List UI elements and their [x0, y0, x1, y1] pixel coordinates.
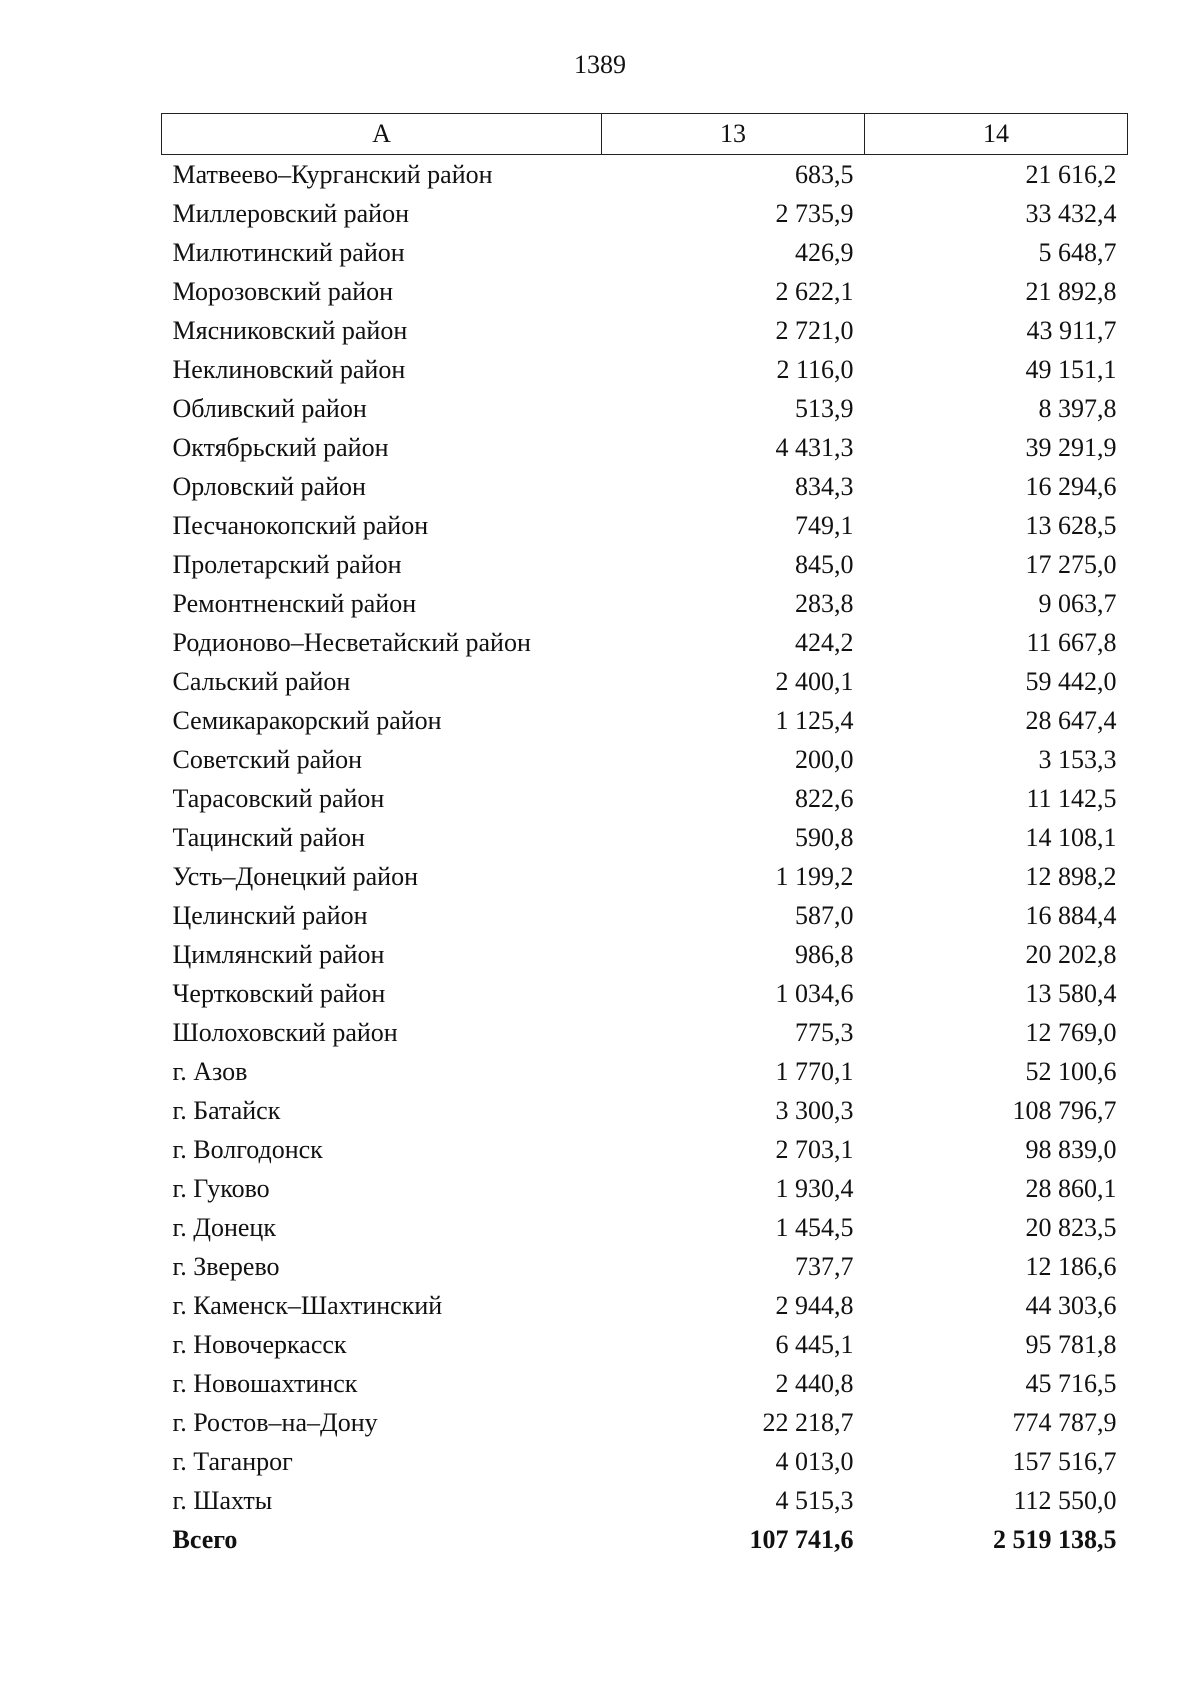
table-row — [162, 896, 1128, 935]
row-label: г. Донецк — [172, 1213, 276, 1242]
table-row — [162, 1091, 1128, 1130]
value-col-13: 2 944,8 — [775, 1291, 854, 1320]
value-col-14: 17 275,0 — [1025, 550, 1117, 579]
value-col-13: 590,8 — [795, 823, 854, 852]
value-col-14: 43 911,7 — [1026, 316, 1117, 345]
row-label: Мясниковский район — [172, 316, 408, 345]
value-col-13: 2 721,0 — [775, 316, 854, 345]
table-row — [162, 1481, 1128, 1520]
total-row — [162, 1520, 1128, 1559]
value-col-14: 2 519 138,5 — [993, 1525, 1117, 1554]
row-label: г. Таганрог — [172, 1447, 293, 1476]
value-col-14: 157 516,7 — [1012, 1447, 1117, 1476]
value-col-13: 2 735,9 — [775, 199, 854, 228]
row-label: Всего — [172, 1525, 238, 1554]
row-label: г. Азов — [172, 1057, 248, 1086]
value-col-13: 683,5 — [795, 160, 854, 189]
value-col-13: 834,3 — [795, 472, 854, 501]
value-col-14: 11 142,5 — [1026, 784, 1117, 813]
table-row — [162, 506, 1128, 545]
row-label: Тарасовский район — [172, 784, 385, 813]
value-col-14: 21 616,2 — [1025, 160, 1117, 189]
table-row — [162, 467, 1128, 506]
table-row — [162, 1403, 1128, 1442]
value-col-14: 3 153,3 — [1038, 745, 1117, 774]
value-col-14: 21 892,8 — [1025, 277, 1117, 306]
value-col-13: 513,9 — [795, 394, 854, 423]
row-label: г. Ростов–на–Дону — [172, 1408, 378, 1437]
value-col-14: 5 648,7 — [1038, 238, 1117, 267]
table-row — [162, 662, 1128, 701]
value-col-13: 107 741,6 — [749, 1525, 854, 1554]
value-col-14: 9 063,7 — [1038, 589, 1117, 618]
header-col-14: 14 — [865, 114, 1128, 155]
value-col-14: 45 716,5 — [1025, 1369, 1117, 1398]
row-label: г. Новочеркасск — [172, 1330, 347, 1359]
row-label: Семикаракорский район — [172, 706, 442, 735]
table-row — [162, 1169, 1128, 1208]
value-col-13: 2 440,8 — [775, 1369, 854, 1398]
value-col-14: 13 580,4 — [1025, 979, 1117, 1008]
table-row — [162, 194, 1128, 233]
value-col-14: 11 667,8 — [1026, 628, 1117, 657]
table-row — [162, 350, 1128, 389]
table-row — [162, 1247, 1128, 1286]
row-label: г. Шахты — [172, 1486, 273, 1515]
value-col-13: 6 445,1 — [775, 1330, 854, 1359]
table-row — [162, 818, 1128, 857]
row-label: Родионово–Несветайский район — [172, 628, 531, 657]
table-row — [162, 155, 1128, 195]
value-col-13: 4 013,0 — [775, 1447, 854, 1476]
table-header-row — [162, 114, 1128, 155]
header-col-a: А — [162, 114, 602, 155]
value-col-13: 1 125,4 — [775, 706, 854, 735]
row-label: Октябрьский район — [172, 433, 389, 462]
value-col-14: 28 860,1 — [1025, 1174, 1117, 1203]
row-label: г. Новошахтинск — [172, 1369, 358, 1398]
value-col-13: 845,0 — [795, 550, 854, 579]
row-label: Орловский район — [172, 472, 366, 501]
value-col-13: 1 034,6 — [775, 979, 854, 1008]
value-col-14: 16 294,6 — [1025, 472, 1117, 501]
table-row — [162, 974, 1128, 1013]
table-row — [162, 935, 1128, 974]
header-col-13: 13 — [602, 114, 865, 155]
row-label: Усть–Донецкий район — [172, 862, 418, 891]
value-col-14: 20 202,8 — [1025, 940, 1117, 969]
table-row — [162, 584, 1128, 623]
value-col-14: 14 108,1 — [1025, 823, 1117, 852]
value-col-13: 424,2 — [795, 628, 854, 657]
row-label: Ремонтненский район — [172, 589, 417, 618]
row-label: Морозовский район — [172, 277, 394, 306]
value-col-14: 49 151,1 — [1025, 355, 1117, 384]
row-label: Сальский район — [172, 667, 351, 696]
value-col-14: 16 884,4 — [1025, 901, 1117, 930]
row-label: г. Батайск — [172, 1096, 281, 1125]
row-label: Песчанокопский район — [172, 511, 429, 540]
value-col-13: 822,6 — [795, 784, 854, 813]
table-row — [162, 1208, 1128, 1247]
table-row — [162, 701, 1128, 740]
value-col-14: 12 186,6 — [1025, 1252, 1117, 1281]
row-label: г. Каменск–Шахтинский — [172, 1291, 443, 1320]
value-col-13: 3 300,3 — [775, 1096, 854, 1125]
row-label: Тацинский район — [172, 823, 365, 852]
table-row — [162, 779, 1128, 818]
value-col-13: 1 930,4 — [775, 1174, 854, 1203]
value-col-13: 4 431,3 — [775, 433, 854, 462]
table-row — [162, 740, 1128, 779]
value-col-14: 774 787,9 — [1012, 1408, 1117, 1437]
row-label: Советский район — [172, 745, 363, 774]
table-row — [162, 545, 1128, 584]
table-row — [162, 857, 1128, 896]
table-row — [162, 233, 1128, 272]
value-col-14: 20 823,5 — [1025, 1213, 1117, 1242]
row-label: Милютинский район — [172, 238, 405, 267]
value-col-13: 4 515,3 — [775, 1486, 854, 1515]
table-row — [162, 389, 1128, 428]
value-col-14: 13 628,5 — [1025, 511, 1117, 540]
value-col-14: 112 550,0 — [1013, 1486, 1117, 1515]
value-col-14: 28 647,4 — [1025, 706, 1117, 735]
value-col-14: 12 769,0 — [1025, 1018, 1117, 1047]
table-row — [162, 272, 1128, 311]
row-label: г. Гуково — [172, 1174, 270, 1203]
row-label: г. Зверево — [172, 1252, 280, 1281]
value-col-14: 44 303,6 — [1025, 1291, 1117, 1320]
table-row — [162, 1013, 1128, 1052]
value-col-13: 22 218,7 — [762, 1408, 854, 1437]
table-row — [162, 1364, 1128, 1403]
value-col-13: 200,0 — [795, 745, 854, 774]
data-table — [161, 113, 1128, 1559]
value-col-13: 737,7 — [795, 1252, 854, 1281]
table-row — [162, 623, 1128, 662]
value-col-14: 52 100,6 — [1025, 1057, 1117, 1086]
table-row — [162, 428, 1128, 467]
table-row — [162, 311, 1128, 350]
table-row — [162, 1130, 1128, 1169]
value-col-14: 12 898,2 — [1025, 862, 1117, 891]
value-col-13: 2 622,1 — [775, 277, 854, 306]
value-col-14: 95 781,8 — [1025, 1330, 1117, 1359]
value-col-14: 8 397,8 — [1038, 394, 1117, 423]
value-col-13: 2 703,1 — [775, 1135, 854, 1164]
table-row — [162, 1325, 1128, 1364]
value-col-13: 1 454,5 — [775, 1213, 854, 1242]
page-number: 1389 — [574, 50, 626, 79]
row-label: Шолоховский район — [172, 1018, 398, 1047]
table-row — [162, 1286, 1128, 1325]
row-label: Матвеево–Курганский район — [172, 160, 493, 189]
row-label: Неклиновский район — [172, 355, 406, 384]
value-col-14: 59 442,0 — [1025, 667, 1117, 696]
value-col-14: 98 839,0 — [1025, 1135, 1117, 1164]
row-label: Пролетарский район — [172, 550, 402, 579]
row-label: Миллеровский район — [172, 199, 410, 228]
value-col-13: 587,0 — [795, 901, 854, 930]
value-col-13: 2 400,1 — [775, 667, 854, 696]
value-col-13: 775,3 — [795, 1018, 854, 1047]
table-row — [162, 1442, 1128, 1481]
value-col-13: 749,1 — [795, 511, 854, 540]
row-label: г. Волгодонск — [172, 1135, 323, 1164]
value-col-13: 986,8 — [795, 940, 854, 969]
value-col-13: 426,9 — [795, 238, 854, 267]
row-label: Чертковский район — [172, 979, 386, 1008]
value-col-13: 283,8 — [795, 589, 854, 618]
value-col-14: 108 796,7 — [1012, 1096, 1117, 1125]
value-col-13: 2 116,0 — [776, 355, 854, 384]
row-label: Целинский район — [172, 901, 368, 930]
row-label: Цимлянский район — [172, 940, 385, 969]
value-col-13: 1 199,2 — [775, 862, 854, 891]
value-col-14: 39 291,9 — [1025, 433, 1117, 462]
table-row — [162, 1052, 1128, 1091]
row-label: Обливский район — [172, 394, 367, 423]
value-col-13: 1 770,1 — [775, 1057, 854, 1086]
table-body — [162, 155, 1128, 1560]
value-col-14: 33 432,4 — [1025, 199, 1117, 228]
